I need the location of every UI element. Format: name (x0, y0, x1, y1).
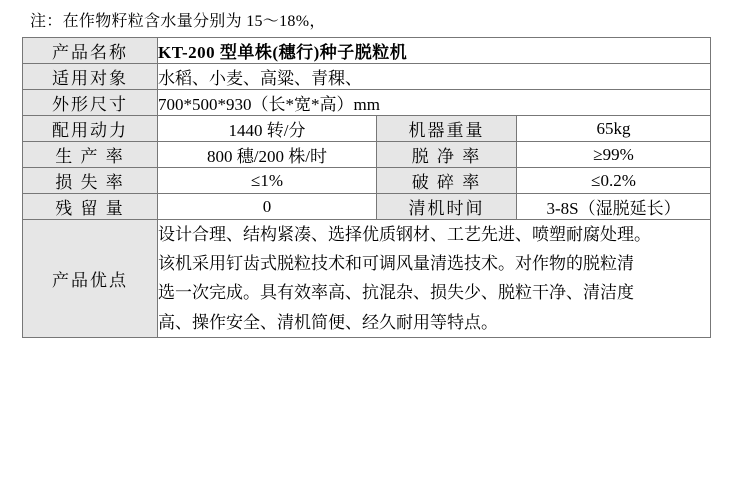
table-row (23, 64, 711, 90)
row-value-machine-weight: 65kg (517, 116, 711, 142)
row-value-breakage-rate: ≤0.2% (517, 168, 711, 194)
row-label-cleaning-time: 清机时间 (377, 194, 517, 220)
row-value-productivity: 800 穗/200 株/时 (158, 142, 377, 168)
row-label-product-name: 产品名称 (23, 38, 158, 64)
note-text: 注：在作物籽粒含水量分别为 15～18%， (30, 13, 326, 30)
table-row (23, 194, 711, 220)
row-value-residue: 0 (158, 194, 377, 220)
row-label-loss-rate: 损 失 率 (23, 168, 158, 194)
row-label-threshing-rate: 脱 净 率 (377, 142, 517, 168)
table-row (23, 38, 711, 64)
row-label-applicable-objects: 适用对象 (23, 64, 158, 90)
row-label-merits: 产品优点 (23, 220, 158, 338)
row-label-power: 配用动力 (23, 116, 158, 142)
merits-line: 该机采用钉齿式脱粒技术和可调风量清选技术。对作物的脱粒清 (158, 254, 634, 274)
table-row (23, 142, 711, 168)
row-value-product-name: KT-200 型单株(穗行)种子脱粒机 (158, 38, 711, 64)
row-value-applicable-objects: 水稻、小麦、高粱、青稞、 (158, 64, 711, 90)
row-value-merits (158, 220, 711, 338)
merits-line: 高、操作安全、清机简便、经久耐用等特点。 (158, 312, 498, 332)
table-row (23, 168, 711, 194)
row-label-dimensions: 外形尺寸 (23, 90, 158, 116)
row-label-breakage-rate: 破 碎 率 (377, 168, 517, 194)
product-spec-table (22, 37, 711, 338)
row-value-cleaning-time: 3-8S（湿脱延长） (517, 194, 711, 220)
merits-line: 设计合理、结构紧凑、选择优质钢材、工艺先进、喷塑耐腐处理。 (158, 225, 651, 244)
row-value-threshing-rate: ≥99% (517, 142, 711, 168)
row-label-machine-weight: 机器重量 (377, 116, 517, 142)
row-label-productivity: 生 产 率 (23, 142, 158, 168)
merits-line: 选一次完成。具有效率高、抗混杂、损失少、脱粒干净、清洁度 (158, 283, 634, 303)
table-row (23, 90, 711, 116)
row-value-power: 1440 转/分 (158, 116, 377, 142)
table-row-merits (23, 220, 711, 338)
row-value-dimensions: 700*500*930（长*宽*高）mm (158, 90, 711, 116)
table-row (23, 116, 711, 142)
row-value-loss-rate: ≤1% (158, 168, 377, 194)
row-label-residue: 残 留 量 (23, 194, 158, 220)
